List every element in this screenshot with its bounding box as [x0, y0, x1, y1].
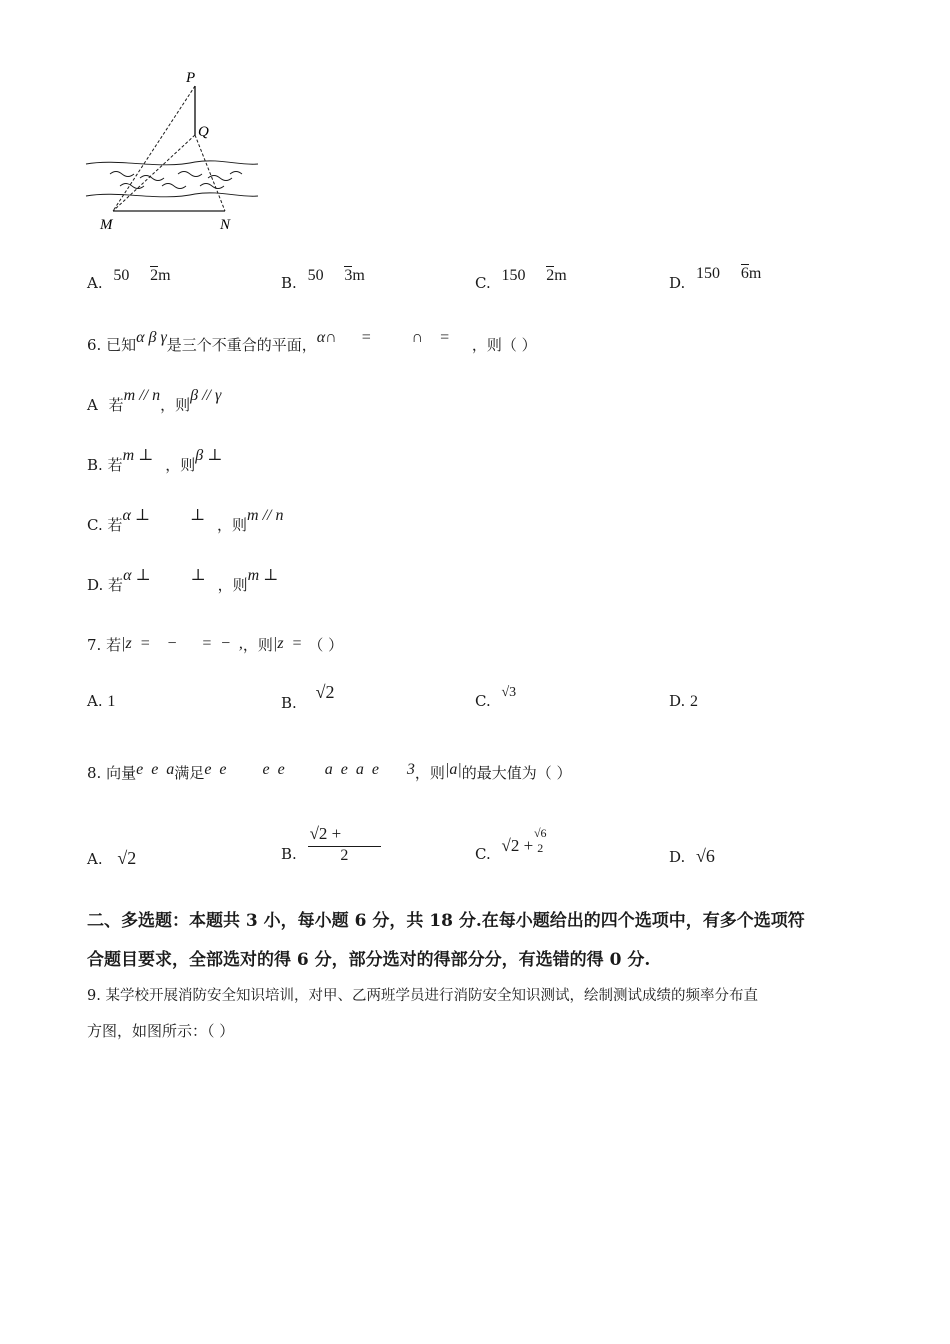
river-bank-top: [86, 161, 258, 165]
q6-option-d: D. 若α ⊥ ⊥，则m ⊥: [87, 567, 279, 594]
q9-stem-line1: 9. 某学校开展消防安全知识培训，对甲、乙两班学员进行消防安全知识测试，绘制测试成绩的频率分布直: [87, 988, 758, 1004]
q7-stem: 7. 若|z = − = − ,，则|z = （ ）: [87, 635, 344, 654]
label-n: N: [220, 217, 231, 233]
label-q: Q: [198, 124, 209, 140]
q8-option-c: C. √2 + √6 2: [475, 826, 547, 863]
dashed-line-qn: [195, 135, 225, 211]
q7-option-d: D. 2: [669, 692, 699, 710]
q8-stem: 8. 向量e e a满足e e e e a e a e 3，则|a|的最大值为（ ）: [87, 761, 572, 782]
q8-option-d: D. √6: [669, 846, 715, 866]
q5-option-c: C. 150 2m: [475, 267, 567, 292]
label-m: M: [100, 217, 113, 233]
q7-option-c: C. √3: [475, 685, 517, 710]
q6-option-b: B. 若m ⊥，则β ⊥: [87, 447, 223, 474]
q8-option-b: B. $\frac{√2 +}{2}$: [281, 824, 381, 865]
section2-heading-line2: 合题目要求，全部选对的得 6 分，部分选对的得部分分，有选错的得 0 分.: [87, 950, 651, 970]
q7-option-a: A. 1: [87, 692, 116, 710]
q9-stem-line2: 方图，如图所示：（ ）: [87, 1022, 235, 1040]
q8-option-a: A. √2: [87, 848, 137, 868]
q5-option-d: D. 150 6m: [669, 265, 762, 292]
section2-heading-line1: 二、多选题：本题共 3 小，每小题 6 分，共 18 分.在每小题给出的四个选项中，有多个选项符: [87, 911, 805, 931]
q6-option-c: C. 若α ⊥ ⊥，则m // n: [87, 507, 284, 534]
dashed-line-pm: [113, 86, 195, 211]
river-bank-bottom: [86, 193, 258, 197]
river-waves: [110, 172, 242, 189]
q6-stem: 6. 已知α β γ是三个不重合的平面，α∩ = ∩ = ，则（ ）: [87, 329, 537, 354]
q5-option-b: B. 50 3m: [281, 267, 365, 292]
q6-option-a: A 若m // n，则β // γ: [87, 387, 222, 414]
dashed-line-qm: [113, 135, 195, 211]
q7-option-b: B. √2: [281, 682, 335, 712]
label-p: P: [186, 70, 196, 86]
geometry-figure: [80, 66, 270, 238]
q5-option-a: A. 50 2m: [87, 267, 171, 292]
